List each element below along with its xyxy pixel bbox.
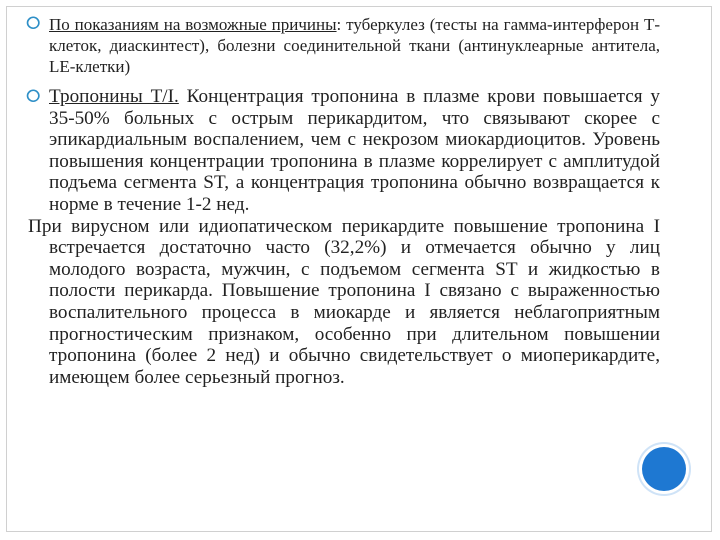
paragraph-causes [28,14,660,77]
bullet-icon: ⭘ [26,86,41,107]
troponins-lead: Тропонины Т/I. [49,86,179,107]
paragraph-viral: При вирусном или идиопатическом перикардите повышение тропонина I встречается достаточно часто (32,2%) и отмечается обычно у лиц молодого возраста, мужчин, с подъемом сегмента ST и жидкостью в полости перикарда. Повышение тропонина I связано с выраженностью воспалительного процесса в миокарде и является неблагоприятным прогностическим признаком, особенно при длительном повышении тропонина (более 2 нед) и обычно свидетельствует о миоперикардите, имеющем более серьезный прогноз. [28,215,660,388]
slide-content [28,14,660,388]
causes-text: : туберкулез (тесты на гамма-интерферон Т-клеток, диаскинтест), болезни соединительной ткани (антинуклеарные антитела, LE-клетки) [49,15,660,76]
troponins-text: Концентрация тропонина в плазме крови повышается у 35-50% больных с острым перикардитом, что связывают скорее с эпикардиальным воспалением, чем с некрозом миокардиоцитов. Уровень повышения концентрации тропонина в плазме коррелирует с амплитудой подъема сегмента ST, а концентрация тропонина обычно возвращается к норме в течение 1-2 нед. [49,86,660,215]
decorative-circle [642,447,686,491]
bullet-icon: ⭘ [26,13,41,34]
paragraph-troponins [28,86,660,216]
causes-lead: По показаниям на возможные причины [49,15,337,34]
